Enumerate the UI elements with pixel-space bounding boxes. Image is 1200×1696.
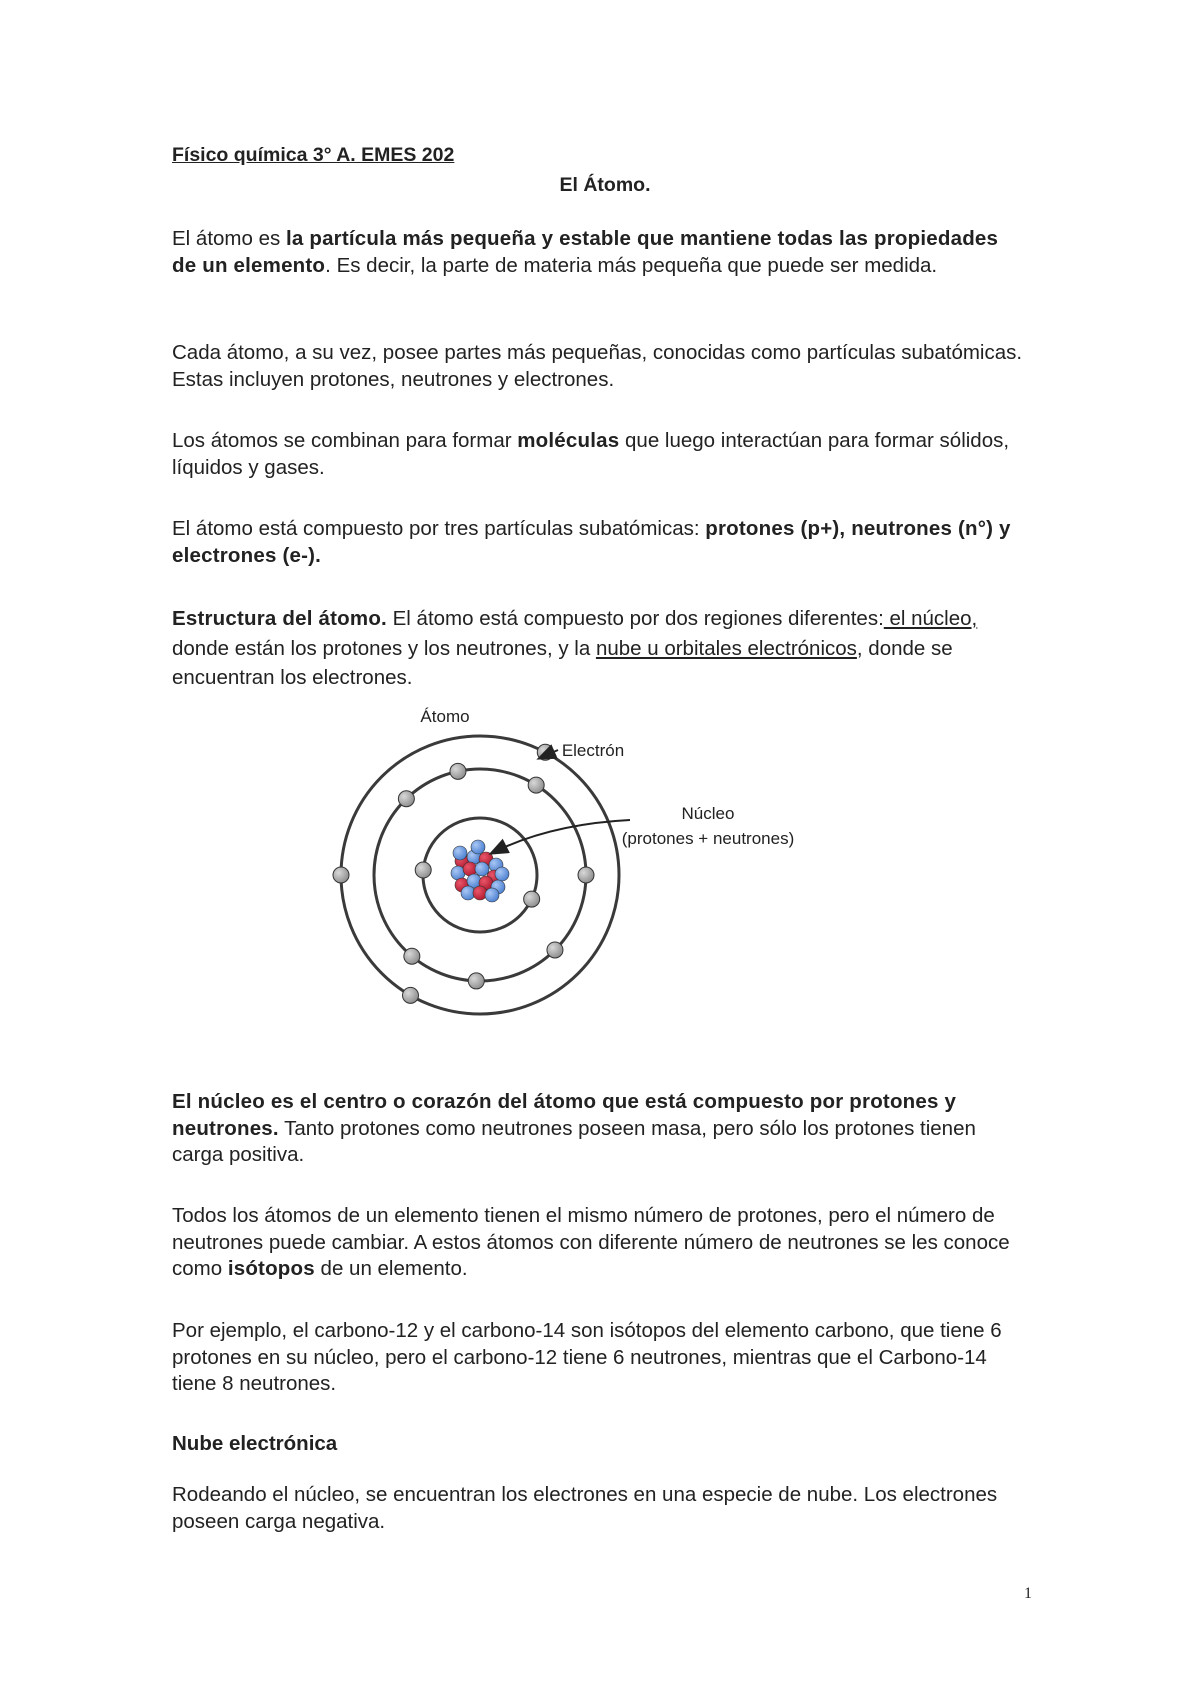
bold-run: Estructura del átomo. bbox=[172, 607, 387, 630]
electron bbox=[450, 763, 466, 779]
label-electron: Electrón bbox=[561, 741, 625, 760]
neutron bbox=[485, 888, 499, 902]
text-run: El átomo es bbox=[172, 227, 286, 250]
page-number: 1 bbox=[1024, 1585, 1032, 1602]
paragraph-electron-cloud: Rodeando el núcleo, se encuentran los electrones en una especie de nube. Los electrones poseen carga negativa. bbox=[172, 1483, 998, 1533]
text-run: El átomo está compuesto por dos regiones diferentes: bbox=[386, 607, 884, 630]
text-run: Los átomos se combinan para formar bbox=[172, 429, 518, 452]
neutron bbox=[495, 867, 509, 881]
text-run: , donde se encuentran los electrones. bbox=[172, 636, 953, 689]
bold-run: moléculas bbox=[517, 429, 620, 452]
document-title: El Átomo. bbox=[559, 174, 651, 196]
bold-run: El núcleo es el centro o corazón del átomo que está compuesto por protones y neutrones. bbox=[172, 1090, 957, 1140]
electron bbox=[333, 867, 349, 883]
neutron bbox=[471, 840, 485, 854]
paragraph-isotopes bbox=[172, 1203, 1028, 1283]
electron bbox=[524, 891, 540, 907]
electron bbox=[578, 867, 594, 883]
paragraph-particles bbox=[172, 516, 1028, 569]
paragraph-nucleus bbox=[172, 1089, 1028, 1169]
text-run: que luego interactúan para formar sólidos, líquidos y gases. bbox=[172, 429, 1010, 479]
bold-run: la partícula más pequeña y estable que mantiene todas las propiedades de un elemento bbox=[172, 227, 999, 277]
underlined-run-orbitals: nube u orbitales electrónicos bbox=[595, 636, 857, 660]
bold-run: protones (p+), neutrones (n°) y electrones (e-). bbox=[172, 517, 1011, 567]
label-nucleus: Núcleo bbox=[681, 804, 735, 823]
paragraph-carbon-example: Por ejemplo, el carbono-12 y el carbono-14 son isótopos del elemento carbono, que tiene 6 protones en su núcleo, pero el carbono-12 tiene 6 neutrones, mientras que el Carbono-14 tiene 8 neutrones. bbox=[172, 1319, 1002, 1395]
text-run: . Es decir, la parte de materia más pequeña que puede ser medida. bbox=[325, 253, 938, 277]
bold-run: isótopos bbox=[227, 1257, 315, 1280]
electron bbox=[415, 862, 431, 878]
electron bbox=[403, 987, 419, 1003]
text-run: donde están los protones y los neutrones, y la bbox=[172, 636, 596, 660]
electron bbox=[398, 791, 414, 807]
atom-diagram bbox=[330, 700, 830, 1020]
text-run: El átomo está compuesto por tres partículas subatómicas: bbox=[172, 517, 706, 540]
electron bbox=[547, 942, 563, 958]
neutron bbox=[475, 862, 489, 876]
text-run: de un elemento. bbox=[314, 1257, 468, 1280]
electron bbox=[468, 973, 484, 989]
electron bbox=[404, 948, 420, 964]
paragraph-subatomic: Cada átomo, a su vez, posee partes más pequeñas, conocidas como partículas subatómicas. Estas incluyen protones, neutrones y electrones. bbox=[172, 341, 1023, 391]
paragraph-atom-definition bbox=[172, 226, 1028, 279]
proton bbox=[473, 886, 487, 900]
document-header: Físico química 3° A. EMES 202 bbox=[172, 144, 455, 166]
label-atom: Átomo bbox=[420, 707, 470, 726]
underlined-run-nucleus: el núcleo, bbox=[883, 607, 978, 630]
text-run: Tanto protones como neutrones poseen masa, pero sólo los protones tienen carga positiva. bbox=[172, 1116, 976, 1166]
heading-electron-cloud: Nube electrónica bbox=[172, 1432, 338, 1455]
label-nucleus-subtitle: (protones + neutrones) bbox=[621, 829, 795, 848]
paragraph-structure bbox=[172, 604, 1028, 693]
electron bbox=[528, 777, 544, 793]
paragraph-molecules bbox=[172, 428, 1028, 481]
neutron bbox=[453, 846, 467, 860]
text-run: Todos los átomos de un elemento tienen el mismo número de protones, pero el número de neutrones puede cambiar. A estos átomos con diferente número de neutrones se les conoce como bbox=[172, 1204, 1010, 1280]
